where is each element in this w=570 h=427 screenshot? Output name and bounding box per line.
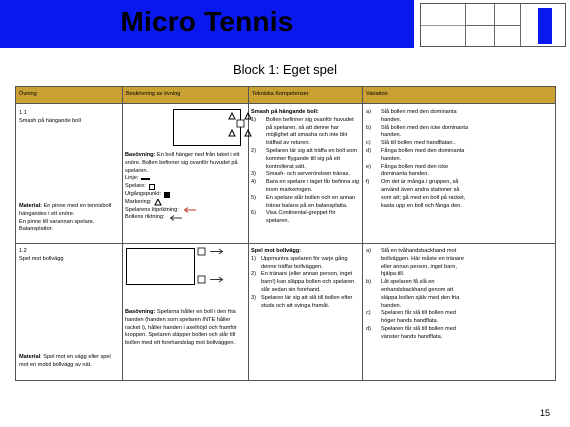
list-item: 5) En spelare slår bollen och en annan tränar balans på en balansplatta.: [251, 194, 356, 209]
technical-list: [251, 256, 360, 311]
drill-diagram-rectangle: [126, 248, 195, 285]
player-icon: [198, 248, 205, 255]
variation-cell: [363, 104, 556, 244]
player-icon: [237, 120, 244, 127]
legend-run-direction: Spelarens löpriktning:: [125, 207, 246, 215]
list-item: 2) En tränare (eller annan person, inget barn!) kan släppa bollen och spelaren slår sedan sin forehand.: [251, 271, 355, 293]
marker-cone-icon: [229, 113, 235, 119]
variation-list: [366, 248, 471, 342]
start-point-swatch-icon: [164, 192, 170, 198]
list-item: a) Slå en tvåhandsbackhand mot bollväggen. Här måste en tränare eller annan person, inget barn, hjälpa till.: [366, 248, 465, 278]
list-item: 4) Bara en spelare i taget får befinna sig inom markeringen.: [251, 179, 359, 193]
table-header-row: [16, 87, 556, 104]
column-header-tekniska: Tekniska Kompetenser: [249, 87, 363, 104]
exercise-cell: [16, 244, 123, 381]
list-item: e) Fånga bollen med den icke dominanta handen.: [366, 163, 449, 178]
material-text: Material: Spel mot en vägg eller spel mot en mobil bollvägg av nät.: [19, 354, 111, 368]
list-item: c) Spelaren får slå till bollen med höger hands handflata.: [366, 310, 456, 325]
column-header-variation: Variation: [363, 87, 556, 104]
description-cell: [123, 244, 249, 381]
legend-line: Linje:: [125, 175, 246, 183]
line-swatch-icon: [141, 178, 150, 180]
list-item: c) Slå till bollen med handflatan..: [366, 140, 456, 147]
description-cell: [123, 104, 249, 244]
list-item: 6) Visa Continental-greppet för spelaren.: [251, 210, 336, 225]
material-text: Material: En pinne med en tennisboll hängandes i ett snöre.: [19, 203, 112, 217]
column-header-ovning: Övning: [16, 87, 123, 104]
exercise-table: [15, 86, 556, 381]
table-row: [16, 104, 556, 244]
red-arrow-icon: [183, 207, 197, 213]
exercise-name: Spel mot bollvägg: [19, 255, 64, 262]
list-item: 3) Spelaren lär sig att slå till bollen efter studs och att svinga framåt.: [251, 294, 353, 309]
legend-start-point: Utgångspunkt:: [125, 191, 246, 199]
marker-cone-icon: [154, 199, 162, 206]
exercise-name: Smash på hängande boll: [19, 117, 81, 124]
technical-list: [251, 117, 360, 226]
list-item: 2) Spelaren lär sig att träffa en boll som kommer flygande till sig på ett kontrollerat sätt.: [251, 147, 357, 170]
list-item: b) Låt spelaren få slå en enhandsbackhand genom att släppa bollen själv med den fria handen.: [366, 279, 460, 309]
variation-list: [366, 109, 471, 210]
tennis-court-icon: [420, 3, 566, 47]
page-title: Micro Tennis: [120, 6, 294, 37]
black-arrow-icon: [169, 215, 183, 221]
list-item: a) Slå bollen med den dominanta handen.: [366, 109, 457, 123]
court-highlight-zone: [538, 8, 552, 44]
technical-cell: [249, 244, 363, 381]
list-item: 3) Smash- och serverörelsen tränas.: [251, 171, 350, 178]
list-item: b) Slå bollen med den icke dominanta handen.: [366, 124, 469, 139]
page-number: 15: [540, 408, 551, 418]
technical-cell: [249, 104, 363, 244]
table-row: [16, 244, 556, 381]
material-extra: En pinne till varannan spelare. Balansplattor.: [19, 218, 95, 233]
technical-heading: Smash på hängande boll:: [251, 109, 319, 115]
list-item: 1) Uppmuntra spelaren för varje gång denne träffar bollväggen.: [251, 255, 348, 270]
list-item: d) Fånga bollen med den dominanta handen.: [366, 147, 465, 162]
marker-cone-icon: [229, 130, 235, 136]
block-title: Block 1: Eget spel: [232, 62, 338, 77]
list-item: f) Om det är många i gruppen, så använd även andra stationer så som att; gå med en boll på racket, kasta upp en boll och fånga den.: [366, 179, 466, 209]
description-text: Basövning: Spelarna håller en boll i den fria handen (handen som spelaren INTE håller racket i), håller handen i axelhöjd och framför kroppen. Spelaren släpper bollen och slår till bollen med ett forehandslag mot bollväggen.: [125, 309, 237, 347]
player-icon: [198, 276, 205, 283]
legend-player: Spelare:: [125, 183, 246, 191]
exercise-number: 1.1: [19, 110, 27, 116]
legend-marker: Markering:: [125, 199, 246, 207]
player-swatch-icon: [149, 184, 155, 190]
technical-heading: Spel mot bollvägg:: [251, 248, 302, 254]
column-header-beskrivning: Beskrivning av övning: [123, 87, 249, 104]
exercise-cell: [16, 104, 123, 244]
list-item: 1) Bollen befinner sig ovanför huvudet på spelaren, så att denne har möjlighet att smasha och inte blir träffad av returen.: [251, 116, 354, 147]
variation-cell: [363, 244, 556, 381]
list-item: d) Spelaren får slå till bollen med vänster hands handflata.: [366, 325, 456, 340]
exercise-number: 1.2: [19, 248, 27, 254]
description-text: Basövning: En boll hänger ned från taket i ett snöre. Bollen befinner sig ovanför huvudet på spelaren.: [125, 152, 240, 174]
drill-diagram-symbols: [195, 246, 235, 286]
legend-ball-direction: Bollens riktning:: [125, 214, 246, 222]
